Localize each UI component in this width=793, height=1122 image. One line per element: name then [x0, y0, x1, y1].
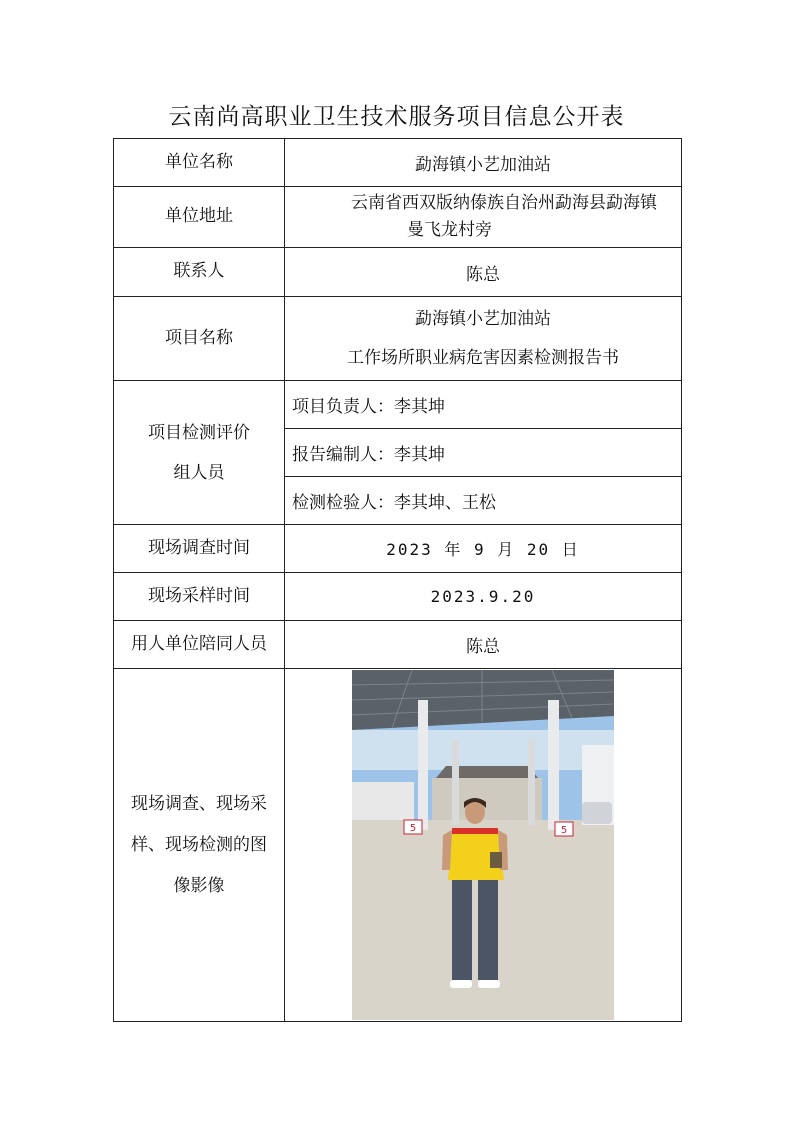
team-label: [114, 381, 285, 525]
unit-address-label: 单位地址: [114, 187, 285, 248]
photo-sign-right: [555, 822, 573, 836]
contact-value: 陈总: [285, 248, 682, 297]
images-label-line3: 像影像: [173, 875, 225, 896]
team-leader-value: 项目负责人：李其坤: [285, 381, 682, 429]
photo-building-center: [432, 778, 542, 820]
row-unit-address: [114, 187, 682, 248]
photo-pillar-1: [418, 700, 428, 830]
site-photo: [352, 670, 614, 1020]
row-team-leader: [114, 381, 682, 429]
photo-sign-left: [404, 820, 422, 834]
escort-value: 陈总: [285, 621, 682, 669]
project-name-label: 项目名称: [114, 297, 285, 381]
row-survey-time: [114, 525, 682, 573]
row-unit-name: [114, 139, 682, 187]
unit-address-line2: 曼飞龙村旁: [407, 220, 492, 240]
photo-pillar-3: [452, 740, 459, 825]
survey-time-label: 现场调查时间: [114, 525, 285, 573]
photo-building-left: [352, 782, 414, 820]
row-escort: [114, 621, 682, 669]
row-images: [114, 669, 682, 1022]
unit-name-value: 勐海镇小艺加油站: [285, 139, 682, 187]
photo-clouds: [352, 730, 614, 770]
escort-label: 用人单位陪同人员: [114, 621, 285, 669]
unit-name-label: 单位名称: [114, 139, 285, 187]
photo-sign-left-text: 5: [409, 823, 417, 834]
photo-van: [582, 802, 612, 824]
team-editor-value: 报告编制人：李其坤: [285, 429, 682, 477]
images-label-line1: 现场调查、现场采: [131, 793, 267, 814]
page-title: 云南尚高职业卫生技术服务项目信息公开表: [168, 104, 625, 130]
contact-label: 联系人: [114, 248, 285, 297]
team-inspector-value: 检测检验人：李其坤、王松: [285, 477, 682, 525]
team-label-line1: 项目检测评价: [148, 422, 250, 443]
images-label-line2: 样、现场检测的图: [131, 834, 267, 855]
info-table: [113, 138, 682, 1022]
images-label: [114, 669, 285, 1022]
row-sampling-time: [114, 573, 682, 621]
team-label-line2: 组人员: [173, 462, 225, 483]
photo-sign-right-text: 5: [560, 825, 568, 836]
row-contact: [114, 248, 682, 297]
sampling-time-value: 2023.9.20: [285, 573, 682, 621]
project-name-line1: 勐海镇小艺加油站: [415, 308, 551, 329]
row-project-name: [114, 297, 682, 381]
survey-time-value: 2023 年 9 月 20 日: [285, 525, 682, 573]
unit-address-value: [285, 187, 682, 248]
unit-address-line1: 云南省西双版纳傣族自治州勐海县勐海镇: [351, 192, 657, 213]
sampling-time-label: 现场采样时间: [114, 573, 285, 621]
photo-pillar-2: [548, 700, 559, 830]
images-value: [285, 669, 682, 1022]
photo-pillar-4: [528, 740, 535, 825]
project-name-value: [285, 297, 682, 381]
photo-roof: [436, 766, 538, 778]
project-name-line2: 工作场所职业病危害因素检测报告书: [347, 347, 619, 368]
